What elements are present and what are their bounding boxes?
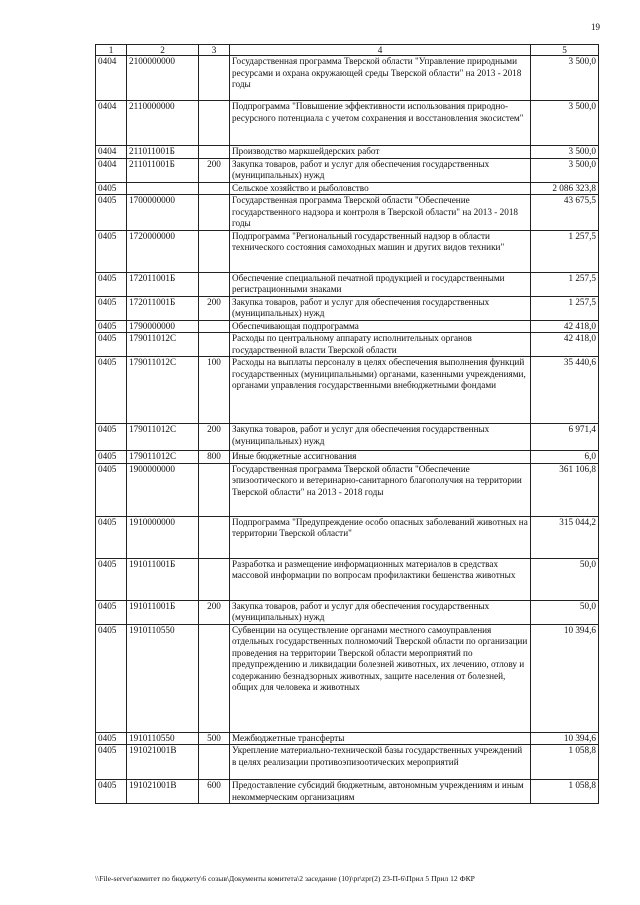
table-header-row [96, 45, 599, 56]
item-name: Закупка товаров, работ и услуг для обеспечения государственных (муниципальных) нужд [230, 296, 531, 320]
section-code: 0405 [96, 463, 127, 516]
expense-type [199, 182, 230, 195]
item-amount: 361 106,8 [531, 463, 599, 516]
table-row [96, 780, 599, 804]
target-code: 179011012С [127, 451, 199, 464]
table-row [96, 56, 599, 101]
section-code: 0405 [96, 296, 127, 320]
expense-type: 800 [199, 451, 230, 464]
item-name: Государственная программа Тверской области "Обеспечение государственного надзора и контроля в Тверской области" на 2013 - 2018 годы [230, 195, 531, 231]
item-amount: 3 500,0 [531, 101, 599, 146]
section-code: 0405 [96, 272, 127, 296]
section-code: 0405 [96, 357, 127, 424]
item-amount: 6,0 [531, 451, 599, 464]
item-name: Укрепление материально-технической базы государственных учреждений в целях реализации противоэпизоотических мероприятий [230, 745, 531, 780]
target-code: 1910110550 [127, 624, 199, 732]
target-code: 2110000000 [127, 101, 199, 146]
table-row [96, 745, 599, 780]
table-row [96, 516, 599, 558]
item-name: Закупка товаров, работ и услуг для обеспечения государственных (муниципальных) нужд [230, 424, 531, 451]
item-name: Государственная программа Тверской области "Обеспечение эпизоотического и ветеринарно-санитарного благополучия на территории Тверской области" на 2013 - 2018 годы [230, 463, 531, 516]
table-row [96, 146, 599, 159]
section-code: 0405 [96, 516, 127, 558]
item-amount: 10 394,6 [531, 624, 599, 732]
item-amount: 10 394,6 [531, 732, 599, 745]
target-code: 1700000000 [127, 195, 199, 231]
table-row [96, 296, 599, 320]
item-amount: 315 044,2 [531, 516, 599, 558]
target-code: 191011001Б [127, 558, 199, 600]
section-code: 0405 [96, 195, 127, 231]
item-amount: 3 500,0 [531, 146, 599, 159]
item-amount: 1 257,5 [531, 230, 599, 272]
section-code: 0405 [96, 424, 127, 451]
target-code: 172011001Б [127, 296, 199, 320]
expense-type [199, 101, 230, 146]
section-code: 0404 [96, 146, 127, 159]
expense-type: 500 [199, 732, 230, 745]
section-code: 0405 [96, 732, 127, 745]
item-name: Государственная программа Тверской области "Управление природными ресурсами и охрана окружающей среды Тверской области" на 2013 - 2018 годы [230, 56, 531, 101]
expense-type [199, 516, 230, 558]
item-name: Расходы на выплаты персоналу в целях обеспечения выполнения функций государственных (муниципальными) органами, казенными учреждениями, органами управления государственными внебюджетными фондами [230, 357, 531, 424]
item-name: Подпрограмма "Региональный государственный надзор в области технического состояния самоходных машин и других видов техники" [230, 230, 531, 272]
item-name: Межбюджетные трансферты [230, 732, 531, 745]
item-amount: 50,0 [531, 600, 599, 624]
target-code: 1910110550 [127, 732, 199, 745]
target-code: 172011001Б [127, 272, 199, 296]
expense-type: 200 [199, 296, 230, 320]
section-code: 0404 [96, 101, 127, 146]
table-row [96, 195, 599, 231]
section-code: 0405 [96, 600, 127, 624]
item-name: Сельское хозяйство и рыболовство [230, 182, 531, 195]
target-code: 1790000000 [127, 320, 199, 333]
table-row [96, 101, 599, 146]
expense-type: 200 [199, 158, 230, 182]
section-code: 0405 [96, 451, 127, 464]
expense-type [199, 56, 230, 101]
page-number: 19 [591, 22, 600, 32]
item-name: Предоставление субсидий бюджетным, автономным учреждениям и иным некоммерческим организациям [230, 780, 531, 804]
target-code: 191021001В [127, 745, 199, 780]
item-name: Подпрограмма "Предупреждение особо опасных заболеваний животных на территории Тверской области" [230, 516, 531, 558]
item-amount: 3 500,0 [531, 158, 599, 182]
item-name: Иные бюджетные ассигнования [230, 451, 531, 464]
target-code: 179011012С [127, 333, 199, 357]
header-col-2: 2 [127, 45, 199, 56]
target-code: 179011012С [127, 424, 199, 451]
item-name: Подпрограмма "Повышение эффективности использования природно-ресурсного потенциала с учетом сохранения и восстановления экосистем" [230, 101, 531, 146]
expense-type [199, 745, 230, 780]
table-row [96, 320, 599, 333]
expense-type: 200 [199, 600, 230, 624]
table-row [96, 624, 599, 732]
table-row [96, 357, 599, 424]
target-code: 1910000000 [127, 516, 199, 558]
target-code: 1900000000 [127, 463, 199, 516]
target-code: 211011001Б [127, 158, 199, 182]
item-name: Обеспечивающая подпрограмма [230, 320, 531, 333]
section-code: 0405 [96, 182, 127, 195]
table-row [96, 451, 599, 464]
section-code: 0405 [96, 624, 127, 732]
table-row [96, 463, 599, 516]
section-code: 0405 [96, 230, 127, 272]
table-row [96, 558, 599, 600]
expense-type [199, 333, 230, 357]
table-row [96, 230, 599, 272]
item-amount: 1 257,5 [531, 272, 599, 296]
expense-type: 600 [199, 780, 230, 804]
item-amount: 1 257,5 [531, 296, 599, 320]
section-code: 0405 [96, 558, 127, 600]
target-code [127, 182, 199, 195]
section-code: 0405 [96, 333, 127, 357]
item-amount: 42 418,0 [531, 320, 599, 333]
item-name: Разработка и размещение информационных материалов в средствах массовой информации по вопросам профилактики бешенства животных [230, 558, 531, 600]
item-name: Обеспечение специальной печатной продукцией и государственными регистрационными знаками [230, 272, 531, 296]
expense-type [199, 558, 230, 600]
target-code: 211011001Б [127, 146, 199, 159]
item-amount: 1 058,8 [531, 780, 599, 804]
table-row [96, 272, 599, 296]
expense-type [199, 624, 230, 732]
item-name: Закупка товаров, работ и услуг для обеспечения государственных (муниципальных) нужд [230, 158, 531, 182]
expense-type: 200 [199, 424, 230, 451]
item-amount: 42 418,0 [531, 333, 599, 357]
target-code: 191011001Б [127, 600, 199, 624]
section-code: 0405 [96, 780, 127, 804]
section-code: 0404 [96, 158, 127, 182]
target-code: 179011012С [127, 357, 199, 424]
section-code: 0405 [96, 745, 127, 780]
section-code: 0405 [96, 320, 127, 333]
expense-type [199, 463, 230, 516]
table-row [96, 424, 599, 451]
budget-table [95, 44, 599, 804]
expense-type [199, 320, 230, 333]
table-row [96, 333, 599, 357]
item-amount: 50,0 [531, 558, 599, 600]
item-name: Субвенции на осуществление органами местного самоуправления отдельных государственных полномочий Тверской области по организации проведения на территории Тверской области мероприятий по предупреждению и ликвидации болезней животных, их лечению, отлову и содержанию безнадзорных животных, защите населения от болезней, общих для человека и животных [230, 624, 531, 732]
header-col-4: 4 [230, 45, 531, 56]
item-name: Расходы по центральному аппарату исполнительных органов государственной власти Тверской области [230, 333, 531, 357]
target-code: 191021001В [127, 780, 199, 804]
expense-type [199, 272, 230, 296]
item-amount: 2 086 323,8 [531, 182, 599, 195]
header-col-5: 5 [531, 45, 599, 56]
target-code: 1720000000 [127, 230, 199, 272]
table-row [96, 732, 599, 745]
header-col-1: 1 [96, 45, 127, 56]
section-code: 0404 [96, 56, 127, 101]
table-row [96, 600, 599, 624]
table-row [96, 182, 599, 195]
expense-type [199, 146, 230, 159]
item-amount: 6 971,4 [531, 424, 599, 451]
file-path-footer: \\File-server\комитет по бюджету\6 созыв\Документы комитета\2 заседание (10)\pr\zpr(2) 23-П-6\Прил 5 Прил 12 ФКР [95, 874, 475, 883]
item-name: Производство маркшейдерских работ [230, 146, 531, 159]
expense-type: 100 [199, 357, 230, 424]
table-row [96, 158, 599, 182]
item-amount: 43 675,5 [531, 195, 599, 231]
target-code: 2100000000 [127, 56, 199, 101]
expense-type [199, 230, 230, 272]
item-amount: 3 500,0 [531, 56, 599, 101]
item-name: Закупка товаров, работ и услуг для обеспечения государственных (муниципальных) нужд [230, 600, 531, 624]
header-col-3: 3 [199, 45, 230, 56]
expense-type [199, 195, 230, 231]
item-amount: 35 440,6 [531, 357, 599, 424]
item-amount: 1 058,8 [531, 745, 599, 780]
